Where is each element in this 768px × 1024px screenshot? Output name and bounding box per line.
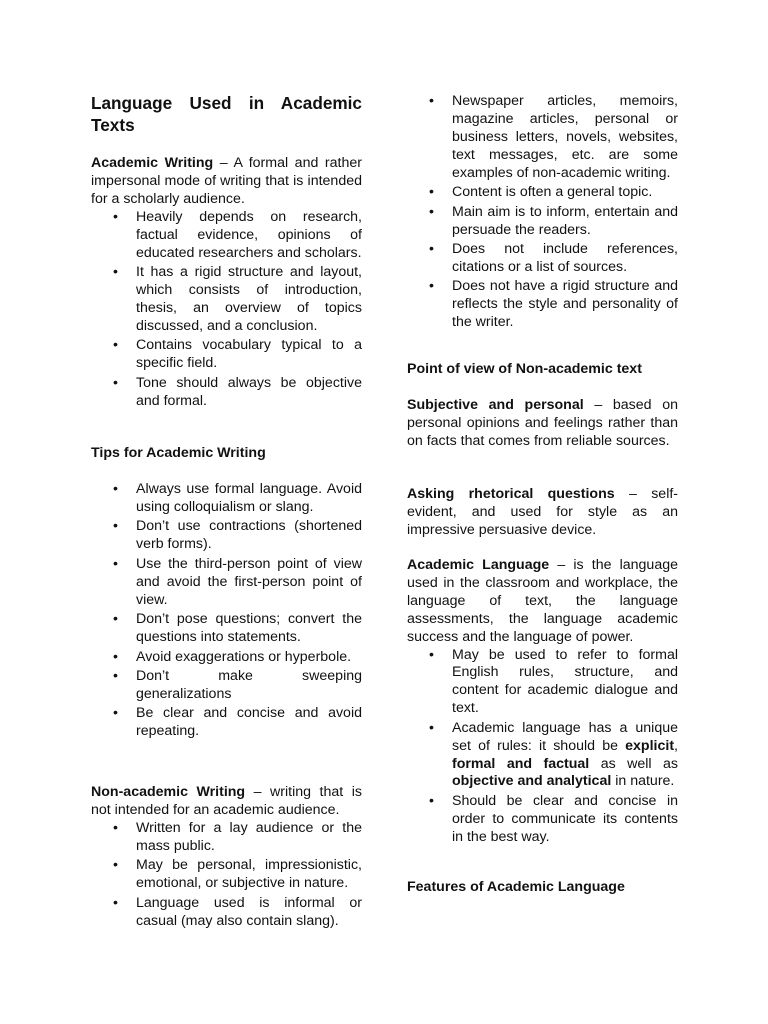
academic-writing-term: Academic Writing bbox=[91, 155, 214, 171]
academic-writing-list bbox=[91, 209, 362, 411]
bullet-icon: • bbox=[113, 857, 118, 874]
list-item bbox=[407, 241, 678, 277]
bullet-icon: • bbox=[113, 705, 118, 722]
academic-writing-definition bbox=[91, 155, 362, 209]
bullet-icon: • bbox=[429, 93, 434, 109]
list-item-text: Avoid exaggerations or hyperbole. bbox=[136, 648, 352, 665]
list-item bbox=[91, 857, 362, 893]
list-item-text: Language used is informal or casual (may also contain slang). bbox=[136, 894, 362, 929]
non-academic-writing-section bbox=[91, 784, 362, 932]
list-item bbox=[407, 184, 678, 202]
tips-section bbox=[91, 481, 362, 743]
page-title: Language Used in Academic Texts bbox=[91, 93, 362, 135]
bullet-icon: • bbox=[429, 646, 434, 663]
bullet-icon: • bbox=[113, 374, 118, 391]
bullet-icon: • bbox=[429, 184, 434, 201]
list-item bbox=[407, 93, 678, 183]
bullet-icon: • bbox=[113, 518, 118, 535]
list-item bbox=[91, 649, 362, 667]
list-item-text: Main aim is to inform, entertain and persuade the readers. bbox=[452, 203, 678, 238]
subjective-definition: – based on personal opinions and feelings rather than on facts that comes from reliable sources. bbox=[407, 397, 678, 449]
list-item-text: Be clear and concise and avoid repeating. bbox=[136, 705, 362, 740]
rhetorical-definition: – self-evident, and used for style as an impressive persuasive device. bbox=[407, 486, 679, 538]
list-item-text: Academic language has a unique set of rules: it should be explicit, formal and factual as well as objective and analytical in nature. bbox=[452, 719, 679, 790]
subjective-term: Subjective and personal bbox=[407, 397, 584, 413]
bullet-icon: • bbox=[113, 668, 118, 685]
list-item bbox=[91, 556, 362, 610]
list-item bbox=[407, 720, 678, 792]
bullet-icon: • bbox=[429, 719, 434, 736]
academic-language-section bbox=[407, 557, 678, 848]
list-item bbox=[91, 375, 362, 411]
rhetorical-paragraph bbox=[407, 486, 678, 540]
list-item bbox=[91, 264, 362, 336]
list-item bbox=[91, 518, 362, 554]
list-item-text: Content is often a general topic. bbox=[452, 184, 653, 201]
list-item-text: Does not include references, citations or a list of sources. bbox=[452, 241, 678, 275]
bullet-icon: • bbox=[113, 648, 118, 665]
list-item bbox=[91, 820, 362, 856]
academic-writing-definition-text: – A formal and rather impersonal mode of writing that is intended for a scholarly audience. bbox=[91, 155, 362, 207]
bullet-icon: • bbox=[113, 264, 118, 281]
bullet-icon: • bbox=[113, 555, 118, 572]
features-heading: Features of Academic Language bbox=[407, 879, 625, 895]
academic-language-term: Academic Language bbox=[407, 557, 550, 573]
list-item bbox=[91, 705, 362, 741]
list-item bbox=[91, 209, 362, 263]
academic-language-list bbox=[407, 647, 678, 847]
list-item-text: Should be clear and concise in order to communicate its contents in the best way. bbox=[452, 792, 678, 845]
non-academic-continued-list bbox=[407, 93, 678, 332]
list-item bbox=[407, 278, 678, 332]
list-item bbox=[91, 668, 362, 704]
list-item-text: It has a rigid structure and layout, which consists of introduction, thesis, an overview of topics discussed, and a conclusion. bbox=[136, 264, 362, 334]
list-item bbox=[91, 895, 362, 931]
academic-language-definition bbox=[407, 557, 678, 647]
non-academic-writing-definition-text: – writing that is not intended for an academic audience. bbox=[91, 784, 362, 818]
bullet-icon: • bbox=[429, 241, 434, 258]
academic-writing-section bbox=[91, 155, 362, 412]
pov-heading: Point of view of Non-academic text bbox=[407, 361, 642, 377]
list-item bbox=[407, 204, 678, 240]
bullet-icon: • bbox=[113, 611, 118, 628]
tips-list bbox=[91, 481, 362, 741]
list-item-text: Written for a lay audience or the mass public. bbox=[136, 819, 362, 854]
bullet-icon: • bbox=[429, 792, 434, 809]
non-academic-writing-definition bbox=[91, 784, 362, 820]
list-item-text: Newspaper articles, memoirs, magazine articles, personal or business letters, novels, websites, text messages, etc. are some examples of non-academic writing. bbox=[452, 93, 678, 181]
academic-language-definition-text: – is the language used in the classroom and workplace, the language of text, the language assessments, the language academic success and the language of power. bbox=[407, 557, 678, 645]
list-item-text: May be personal, impressionistic, emotional, or subjective in nature. bbox=[136, 857, 362, 892]
bullet-icon: • bbox=[113, 337, 118, 354]
bullet-icon: • bbox=[429, 278, 434, 295]
list-item-text: Tone should always be objective and formal. bbox=[136, 374, 362, 409]
tips-heading: Tips for Academic Writing bbox=[91, 445, 266, 461]
list-item bbox=[91, 481, 362, 517]
subjective-paragraph bbox=[407, 397, 678, 451]
non-academic-writing-term: Non-academic Writing bbox=[91, 784, 246, 800]
non-academic-continued-section bbox=[407, 93, 678, 334]
list-item-text: Use the third-person point of view and avoid the first-person point of view. bbox=[136, 555, 362, 608]
bullet-icon: • bbox=[113, 208, 118, 225]
list-item-text: Don’t use contractions (shortened verb forms). bbox=[136, 518, 362, 553]
list-item-text: Always use formal language. Avoid using colloquialism or slang. bbox=[136, 481, 362, 515]
list-item bbox=[91, 337, 362, 373]
bullet-icon: • bbox=[113, 894, 118, 911]
rhetorical-term: Asking rhetorical questions bbox=[407, 486, 615, 502]
list-item-text: Don’t make sweeping generalizations bbox=[136, 668, 362, 702]
list-item-text: Don’t pose questions; convert the questions into statements. bbox=[136, 611, 362, 646]
list-item bbox=[407, 647, 678, 719]
bullet-icon: • bbox=[429, 203, 434, 220]
list-item bbox=[407, 793, 678, 847]
list-item-text: May be used to refer to formal English rules, structure, and content for academic dialogue and text. bbox=[452, 646, 678, 717]
list-item bbox=[91, 611, 362, 647]
list-item-text: Does not have a rigid structure and reflects the style and personality of the writer. bbox=[452, 278, 678, 331]
list-item-text: Heavily depends on research, factual evidence, opinions of educated researchers and scholars. bbox=[136, 208, 362, 261]
list-item-text: Contains vocabulary typical to a specific field. bbox=[136, 337, 362, 372]
bullet-icon: • bbox=[113, 819, 118, 836]
bullet-icon: • bbox=[113, 481, 118, 497]
non-academic-writing-list bbox=[91, 820, 362, 931]
